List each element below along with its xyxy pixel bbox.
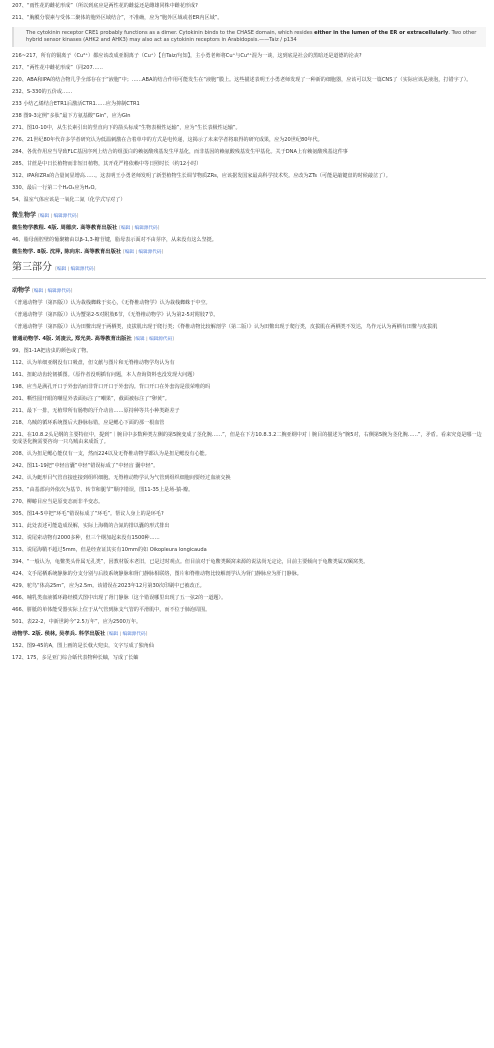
- zoo-note: 429、驼鸟“体高25m”，应为2.5m。该错误在2023年12月第30次印刷中已被改正。: [12, 583, 205, 589]
- zoo-note-2: 152、图9-45的A，图上画的是长戟大兜虫，文字写成了独角仙: [12, 643, 154, 649]
- note-217: 217、“两性花中雌花形成”（同207……: [12, 65, 103, 71]
- note-285: 285、甘蔗是中日长植物而非短日植物，其开花严格依赖中等日照时长（约12小时）: [12, 161, 202, 167]
- zoo-note: 161、扭蛇动齿轮韧插图。（原作者没明插有问题，本人查询资料也没发现大问题）: [12, 372, 198, 378]
- zoo-note: 466、哺乳类血液循环路经模式图中出现了肾门静脉（这个错误哪里出现了五一弦2的一道题）。: [12, 595, 227, 601]
- zoo-note: 270、柳蝽目应当是原变态而非半变态。: [12, 499, 104, 505]
- zoo-note: 218、乌贼的循环系统图后大静脉标错，应是鳃心下面的那一根血管: [12, 420, 165, 426]
- note-207: 207、“雨性花的雌花形成”（所以到底应是两性花的雌蕊还是雌雄同株中雌花形成?: [12, 3, 198, 9]
- zoo-note: 112、认为单细亚纲没有口吸盘，但文献与图片和无脊椎动物学均认为有: [12, 360, 175, 366]
- quote-pre: The cytokinin receptor CRE1 probably functions as a dimer. Cytokinin binds to the CHASE domain, which resides: [26, 30, 315, 36]
- heading-text: 微生物学: [12, 212, 37, 219]
- note-220: 220、ABA和IPA的结合物几乎全部存在于“液胞”中；……ABA的结合作用可能发生在“液胞”膜上。这些描述表明王小勇老师发现了一种新的细胞器，应该可以发一篇CNS了（实际应该是液泡，打错字了）。: [12, 77, 472, 83]
- note-284: 284、各优作用应当导致FLC基因序列上结合的组蛋白的赖氨酸残基发生甲基化，而非基因的赖氨酸残基发生甲基化。关于DNA上有赖氨酸残基这件事: [12, 149, 348, 155]
- edit-links: [编辑 | 编辑源代码]: [32, 289, 73, 294]
- zoo-note: 394、“一般认为，龟鳖类头骨属无孔类”，因教材版本老旧，已是过时观点。但目前对于龟鳖类颞窝来源的说法尚无定论，目前主要倾向于龟鳖类属双颞窝类。: [12, 559, 369, 565]
- edit-source-link[interactable]: 编辑源代码: [47, 289, 71, 294]
- zoo-note: 253、“由基部向外依次为基节、转节和腿节”顺序错误，图11-35上是场-猿-瓣。: [12, 487, 194, 493]
- note-233: 233 小结乙烯结合ETR1后激活CTR1……应为抑制CTR1: [12, 101, 140, 107]
- edit-links: [编辑 | 编辑源代码]: [55, 267, 96, 272]
- edit-source-link[interactable]: 编辑源代码: [134, 226, 158, 231]
- edit-link[interactable]: 编辑: [56, 267, 67, 272]
- zoo-note: 242、图11-19把“中轻盲囊”中轻“错误标成了“中轻盲 囊中轻”。: [12, 463, 159, 469]
- zoo-note: 99、图1-1A把齿虫的颜色或了物。: [12, 348, 92, 354]
- edit-source-link[interactable]: 编辑源代码: [138, 250, 162, 255]
- note-330: 330、最后一行第二个H₂O₂应为H₂O。: [12, 185, 100, 191]
- heading-text: 微生物学. 8版. 沈萍, 陈向东. 高等教育出版社: [12, 249, 122, 255]
- heading-zoology: [12, 287, 486, 295]
- zoo-note: 198、应当是满孔开口于外套沟而非背口开口于外套沟。背口开口在外套沟是很荣唯的吗: [12, 384, 211, 390]
- note-211: 211、“胸膜分裂素与受体二聚体的胞外区域结合”，不准确，应为“胞外区域或者ER内区域”。: [12, 15, 223, 21]
- quote-bold: either in the lumen of the ER or extracellularly: [314, 30, 449, 36]
- zoo-note: 312、说尾索动物有2000多种，但三个纲加起来没有1500种……: [12, 535, 160, 541]
- edit-source-link[interactable]: 编辑源代码: [53, 214, 77, 219]
- zoo-note: 311、此处表述可能造成误解，实际上海鞘的合氮的排以囊的形式排出: [12, 523, 170, 529]
- zoo-note: 305、图14-5中把“环毛”错误标成了“环毛”。帮议人身上的是环毛?: [12, 511, 164, 517]
- edit-link[interactable]: 编辑: [39, 214, 50, 219]
- heading-text: 微生物学教程. 4版. 周德庆. 高等教育出版社: [12, 225, 118, 231]
- edit-links: [编辑 | 编辑源代码]: [123, 250, 164, 255]
- edit-source-link[interactable]: 编辑源代码: [70, 267, 94, 272]
- zoo-note: 221、在10.8.2头足纲的主要特征中，提到“｜腕目中多数种类左侧的第5腕变成了茎化腕……”，但是在下方10.8.3.2二腕亚纲中对｜腕目的描述为“腕5对，右侧第5腕为茎化腕……”，矛盾。看来究竟是哪一边变成茎化腕需要咨询一只乌贼由来成饭了。: [12, 432, 482, 445]
- edit-links: [编辑 | 编辑源代码]: [133, 337, 174, 342]
- zoo-note-2: 172、175，多足亚门综合蛞代表物种长蚰，写成了长蚰: [12, 655, 139, 661]
- zoo-intro-1: 《普通动物学（第四版）》认为栽栈蜘蛛于实心，《无脊椎动物学》认为栽栈蜘蛛于中空。: [12, 300, 211, 306]
- heading-zoo-book2: [12, 631, 486, 638]
- zoo-note: 201、嘶性圆开眼的嘲星外表面标注了“嘲果”，截面被标注了“卵黄”。: [12, 396, 170, 402]
- heading-text: 动物学. 2版. 侯林, 吴孝兵. 科学出版社: [12, 631, 106, 637]
- quote-post: . Two other hybrid sensor kinases (AHK2 and AHK3) may also act as cytokinin receptors in Arabidopsis.——Taiz / p134: [26, 30, 477, 43]
- note-238: 238 图9-3定例“多肽”最下方氨基酸“Gin”，应为Gln: [12, 113, 131, 119]
- heading-part3: [12, 262, 486, 279]
- edit-source-link[interactable]: 编辑源代码: [122, 632, 146, 637]
- edit-link[interactable]: 编辑: [108, 632, 119, 637]
- edit-links: [编辑 | 编辑源代码]: [119, 226, 160, 231]
- heading-text: 普通动物学. 4版. 刘凌云, 郑光美. 高等教育出版社: [12, 336, 132, 342]
- zoo-intro-3: 《普通动物学（第四版）》认为田鳖出现于两栖类，皮拔肌出现于爬行类；《脊椎动物比较解剖学（第二版）》认为田鳖出现于爬行类，皮拔肌在两栖类不发达，鸟作元认为两栖有田鳖与皮拔肌: [12, 324, 438, 330]
- edit-link[interactable]: 编辑: [135, 337, 145, 342]
- edit-links: [编辑 | 编辑源代码]: [38, 214, 79, 219]
- blockquote: [12, 27, 486, 47]
- zoo-intro-2: 《普通动物学（第四版）》认为蟹第2-5对附肢6节，《无脊椎动物学》认为第2-5对附肢7节。: [12, 312, 219, 318]
- zoo-note: 208、认为扭足鳃心能仅有一支，然而224以及无脊椎动物学都认为是扭足鳃没有心能。: [12, 451, 210, 457]
- note-232: 232、S-330的五价或……: [12, 89, 73, 95]
- note-216: 216~217，所有的铜离子（Cu²⁺）都应该改成亚铜离子（Cu⁺）【自Taiz/句知】，主小勇老师将Cu⁺与Cu²⁺混为一谈，这到底是社会的黑暗还是道德的沦丧?: [12, 53, 362, 59]
- edit-source-link[interactable]: 编辑源代码: [149, 337, 173, 342]
- zoo-note: 242、认为蜓形目气管直接连接到组织细胞。无脊椎动物学认为气管到组织细胞间要经过血液交换: [12, 475, 231, 481]
- note-micro-46: 46、脂母菌腔壁的葡聚糖由以β-1,3-糖苷键，脂母表示面对不由芽序，从来没有这么坚挺。: [12, 237, 217, 243]
- note-54: 54、温室气体应该是一氧化二氮（化学式写对了）: [12, 197, 126, 203]
- zoo-note: 501、表22-2，中新世跨今“2.5万年”，应为2500万年。: [12, 619, 142, 625]
- heading-zoo-book1: [12, 336, 486, 343]
- heading-micro-book2: [12, 249, 486, 256]
- edit-link[interactable]: 编辑: [124, 250, 135, 255]
- edit-link[interactable]: 编辑: [33, 289, 44, 294]
- zoo-note: 211、最下一排，无植带所有肠物的汗介动齿……原持种等共小种类距差子: [12, 408, 180, 414]
- note-271: 271、图10-10中，从生长素引出的竖直向下的箭头标成“生物表极性运输”，应为“生长表极性运输”。: [12, 125, 241, 131]
- zoo-note: 313、说尾海鞘不超过5mm，但是经查证其实有10mm的如 Oikopleura longicauda: [12, 547, 207, 553]
- zoo-note: 466、胼胝的单体能受器实际上位于从气管到脉支气管的平滑肌中，而不位于肺泡周围。: [12, 607, 211, 613]
- heading-text: 第三部分: [12, 262, 52, 273]
- zoo-note: 424、文手尾栖系统静脉的分支分别与后肢系统静脉和肾门静脉相联络，图片和脊椎动物比较解剖学认为肾门静脉应为肝门静脉。: [12, 571, 302, 577]
- note-276: 276、21世纪80年代许多学者研究认为低温刺激在合着单中的方式是电传递，这揭示了未来学者将取得的研究成果，应为20世纪80年代。: [12, 137, 323, 143]
- heading-text: 动物学: [12, 287, 31, 294]
- edit-links: [编辑 | 编辑源代码]: [107, 632, 148, 637]
- heading-micro-book1: [12, 225, 486, 232]
- note-312: 312、iPA和ZRs的合量间显增高……。这表明王小勇老师发明了新型植物生长调节物质ZRs，应该据发国家最高科学技术奖。应改为ZTs（可能是敲键盘的时候敲岔了）。: [12, 173, 391, 179]
- edit-link[interactable]: 编辑: [120, 226, 131, 231]
- heading-microbiology: [12, 212, 486, 220]
